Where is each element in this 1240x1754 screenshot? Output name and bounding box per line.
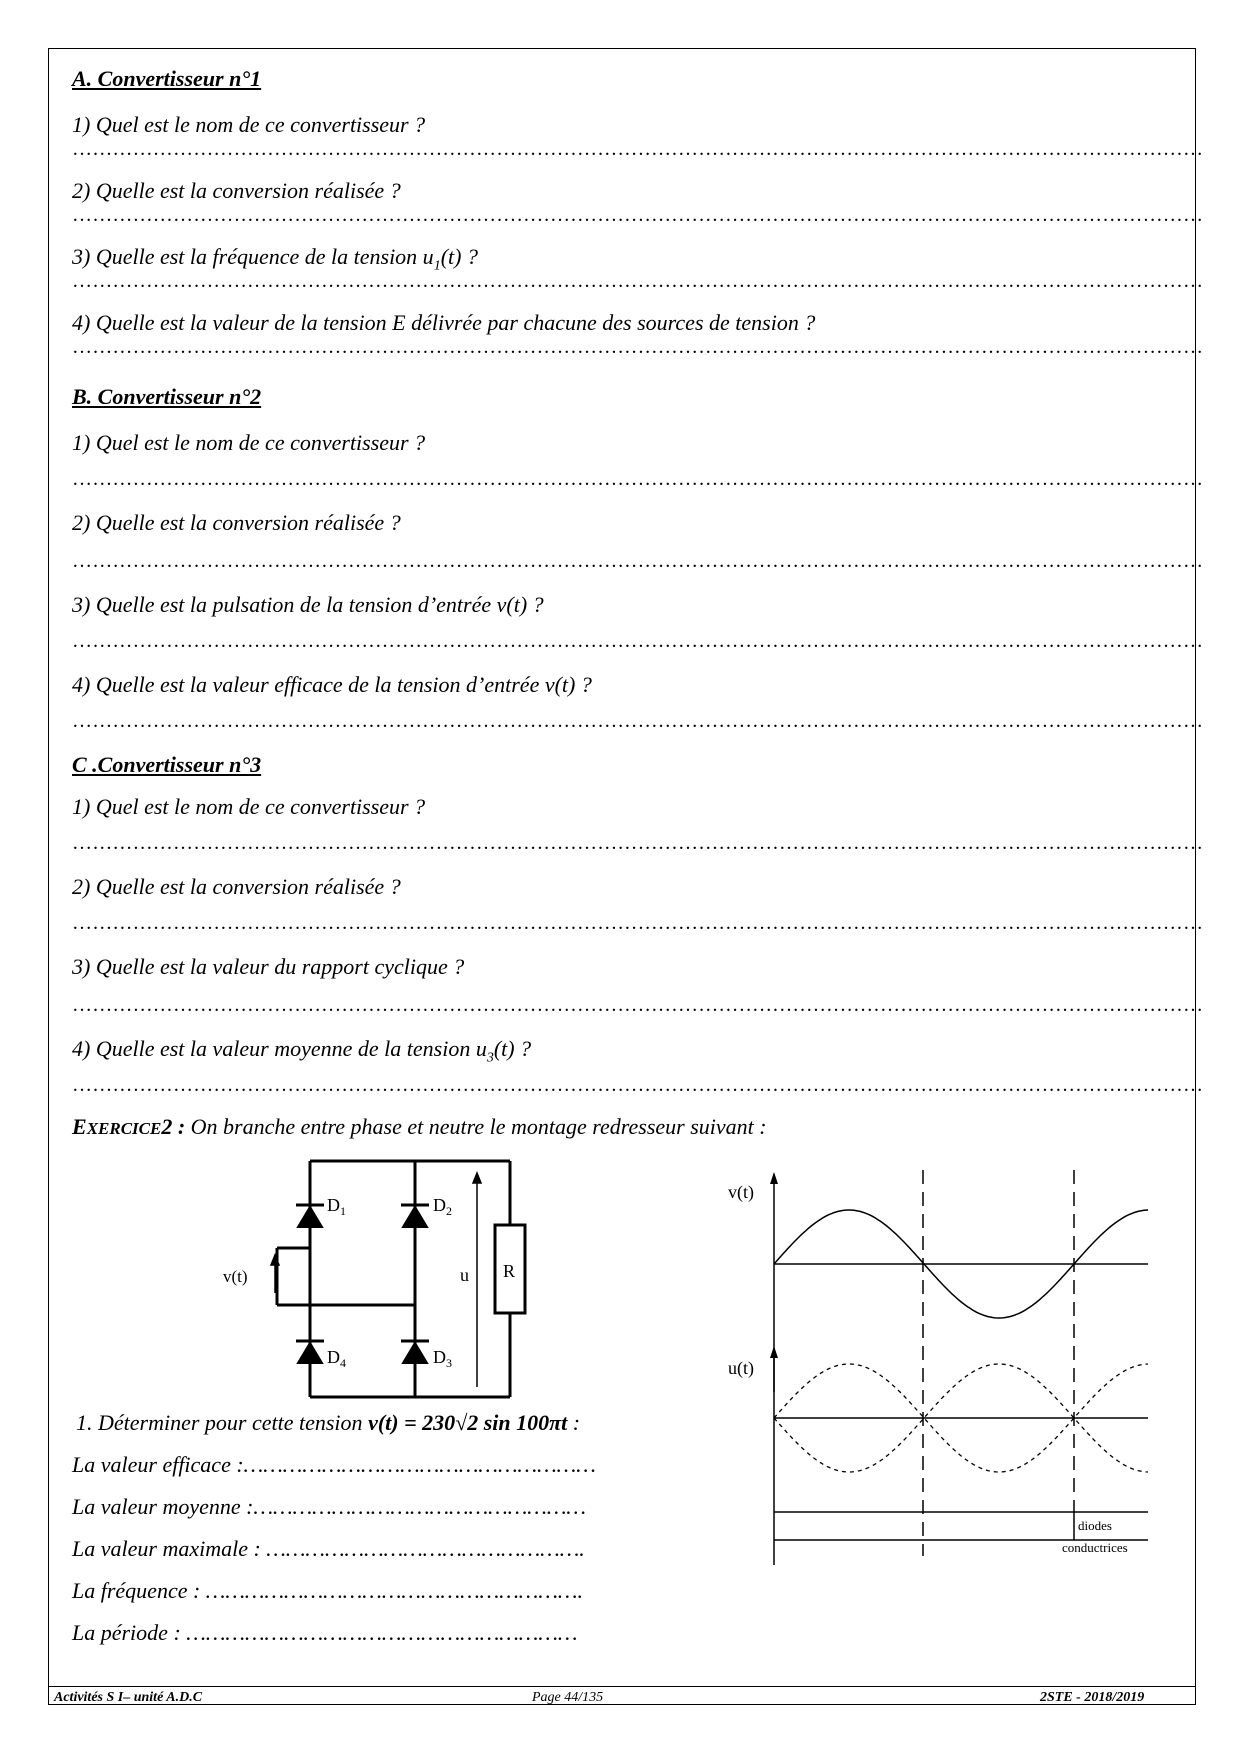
answer-line: …………………………………………………………………………………………………………………………………………………… — [72, 138, 1204, 160]
diode-d4 — [296, 1341, 324, 1363]
diode-d2 — [401, 1205, 429, 1227]
fill-moyenne: La valeur moyenne :…………………………………………… — [72, 1494, 586, 1519]
footer-right: 2STE - 2018/2019 — [1040, 1690, 1145, 1705]
v-axis-arrow — [770, 1172, 778, 1184]
answer-line: …………………………………………………………………………………………………………………………………………………… — [72, 550, 1204, 572]
diode-d1 — [296, 1205, 324, 1227]
waveform-graph — [728, 1170, 1168, 1570]
footer-divider — [48, 1686, 1196, 1687]
answer-line: …………………………………………………………………………………………………………………………………………………… — [72, 710, 1204, 732]
section-c-q2: 2) Quelle est la conversion réalisée ? — [72, 874, 401, 899]
resistor-label: R — [503, 1261, 516, 1281]
section-b-title: B. Convertisseur n°2 — [72, 384, 262, 409]
answer-line: …………………………………………………………………………………………………………………………………………………… — [72, 336, 1204, 358]
section-c-q4: 4) Quelle est la valeur moyenne de la tension $u_3(t)$ ? — [72, 1036, 532, 1066]
section-b-q2: 2) Quelle est la conversion réalisée ? — [72, 510, 401, 535]
diode-d2-label: $D_2$ — [433, 1195, 452, 1218]
section-b-q1: 1) Quel est le nom de ce convertisseur ? — [72, 430, 426, 455]
diode-d3 — [401, 1341, 429, 1363]
u-axis-label: u(t) — [728, 1358, 754, 1378]
section-b-q3: 3) Quelle est la pulsation de la tension d’entrée v(t) ? — [72, 592, 544, 617]
diode-d4-label: $D_4$ — [327, 1347, 346, 1370]
rectifier-circuit-diagram — [215, 1155, 525, 1405]
section-a-q4: 4) Quelle est la valeur de la tension E délivrée par chacune des sources de tension ? — [72, 310, 816, 335]
u-axis-arrow — [770, 1346, 778, 1358]
section-a-q1: 1) Quel est le nom de ce convertisseur ? — [72, 112, 426, 137]
answer-line: …………………………………………………………………………………………………………………………………………………… — [72, 468, 1204, 490]
section-c-q1: 1) Quel est le nom de ce convertisseur ? — [72, 794, 426, 819]
fill-maximale: La valeur maximale : …………………………………………. — [72, 1536, 585, 1561]
section-b-q4: 4) Quelle est la valeur efficace de la tension d’entrée v(t) ? — [72, 672, 592, 697]
fill-periode: La période : …………………………………………………… — [72, 1620, 578, 1645]
footer-left: Activités S I– unité A.D.C — [54, 1690, 203, 1705]
answer-line: …………………………………………………………………………………………………………………………………………………… — [72, 1074, 1204, 1096]
conductrices-label: conductrices — [1062, 1540, 1128, 1555]
fill-efficace: La valeur efficace :……………………………………………… — [72, 1452, 596, 1477]
u-voltage-arrow — [473, 1173, 481, 1387]
answer-line: …………………………………………………………………………………………………………………………………………………… — [72, 630, 1204, 652]
section-a-title: A. Convertisseur n°1 — [72, 66, 262, 91]
section-a-q3: 3) Quelle est la fréquence de la tension $u_1(t)$ ? — [72, 244, 478, 274]
answer-line: …………………………………………………………………………………………………………………………………………………… — [72, 204, 1204, 226]
v-label: v(t) — [223, 1267, 248, 1286]
answer-line: …………………………………………………………………………………………………………………………………………………… — [72, 912, 1204, 934]
footer-page-number: Page 44/135 — [532, 1690, 604, 1705]
v-axis-label: v(t) — [728, 1182, 754, 1202]
answer-line: …………………………………………………………………………………………………………………………………………………… — [72, 270, 1204, 292]
section-c-q3: 3) Quelle est la valeur du rapport cyclique ? — [72, 954, 465, 979]
answer-line: …………………………………………………………………………………………………………………………………………………… — [72, 832, 1204, 854]
section-c-title: C .Convertisseur n°3 — [72, 752, 262, 777]
exercise2-q1: 1. Déterminer pour cette tension v(t) = 230√2 sin 100πt : — [76, 1410, 581, 1435]
u-label: u — [460, 1265, 469, 1285]
section-a-q2: 2) Quelle est la conversion réalisée ? — [72, 178, 401, 203]
answer-line: …………………………………………………………………………………………………………………………………………………… — [72, 994, 1204, 1016]
diode-d1-label: $D_1$ — [327, 1195, 346, 1218]
diode-d3-label: $D_3$ — [433, 1347, 452, 1370]
exercise2-heading: EXERCICE2 : On branche entre phase et neutre le montage redresseur suivant : — [72, 1114, 767, 1139]
diodes-label: diodes — [1078, 1518, 1112, 1533]
fill-frequence: La fréquence : …………………………………………………. — [72, 1578, 583, 1603]
